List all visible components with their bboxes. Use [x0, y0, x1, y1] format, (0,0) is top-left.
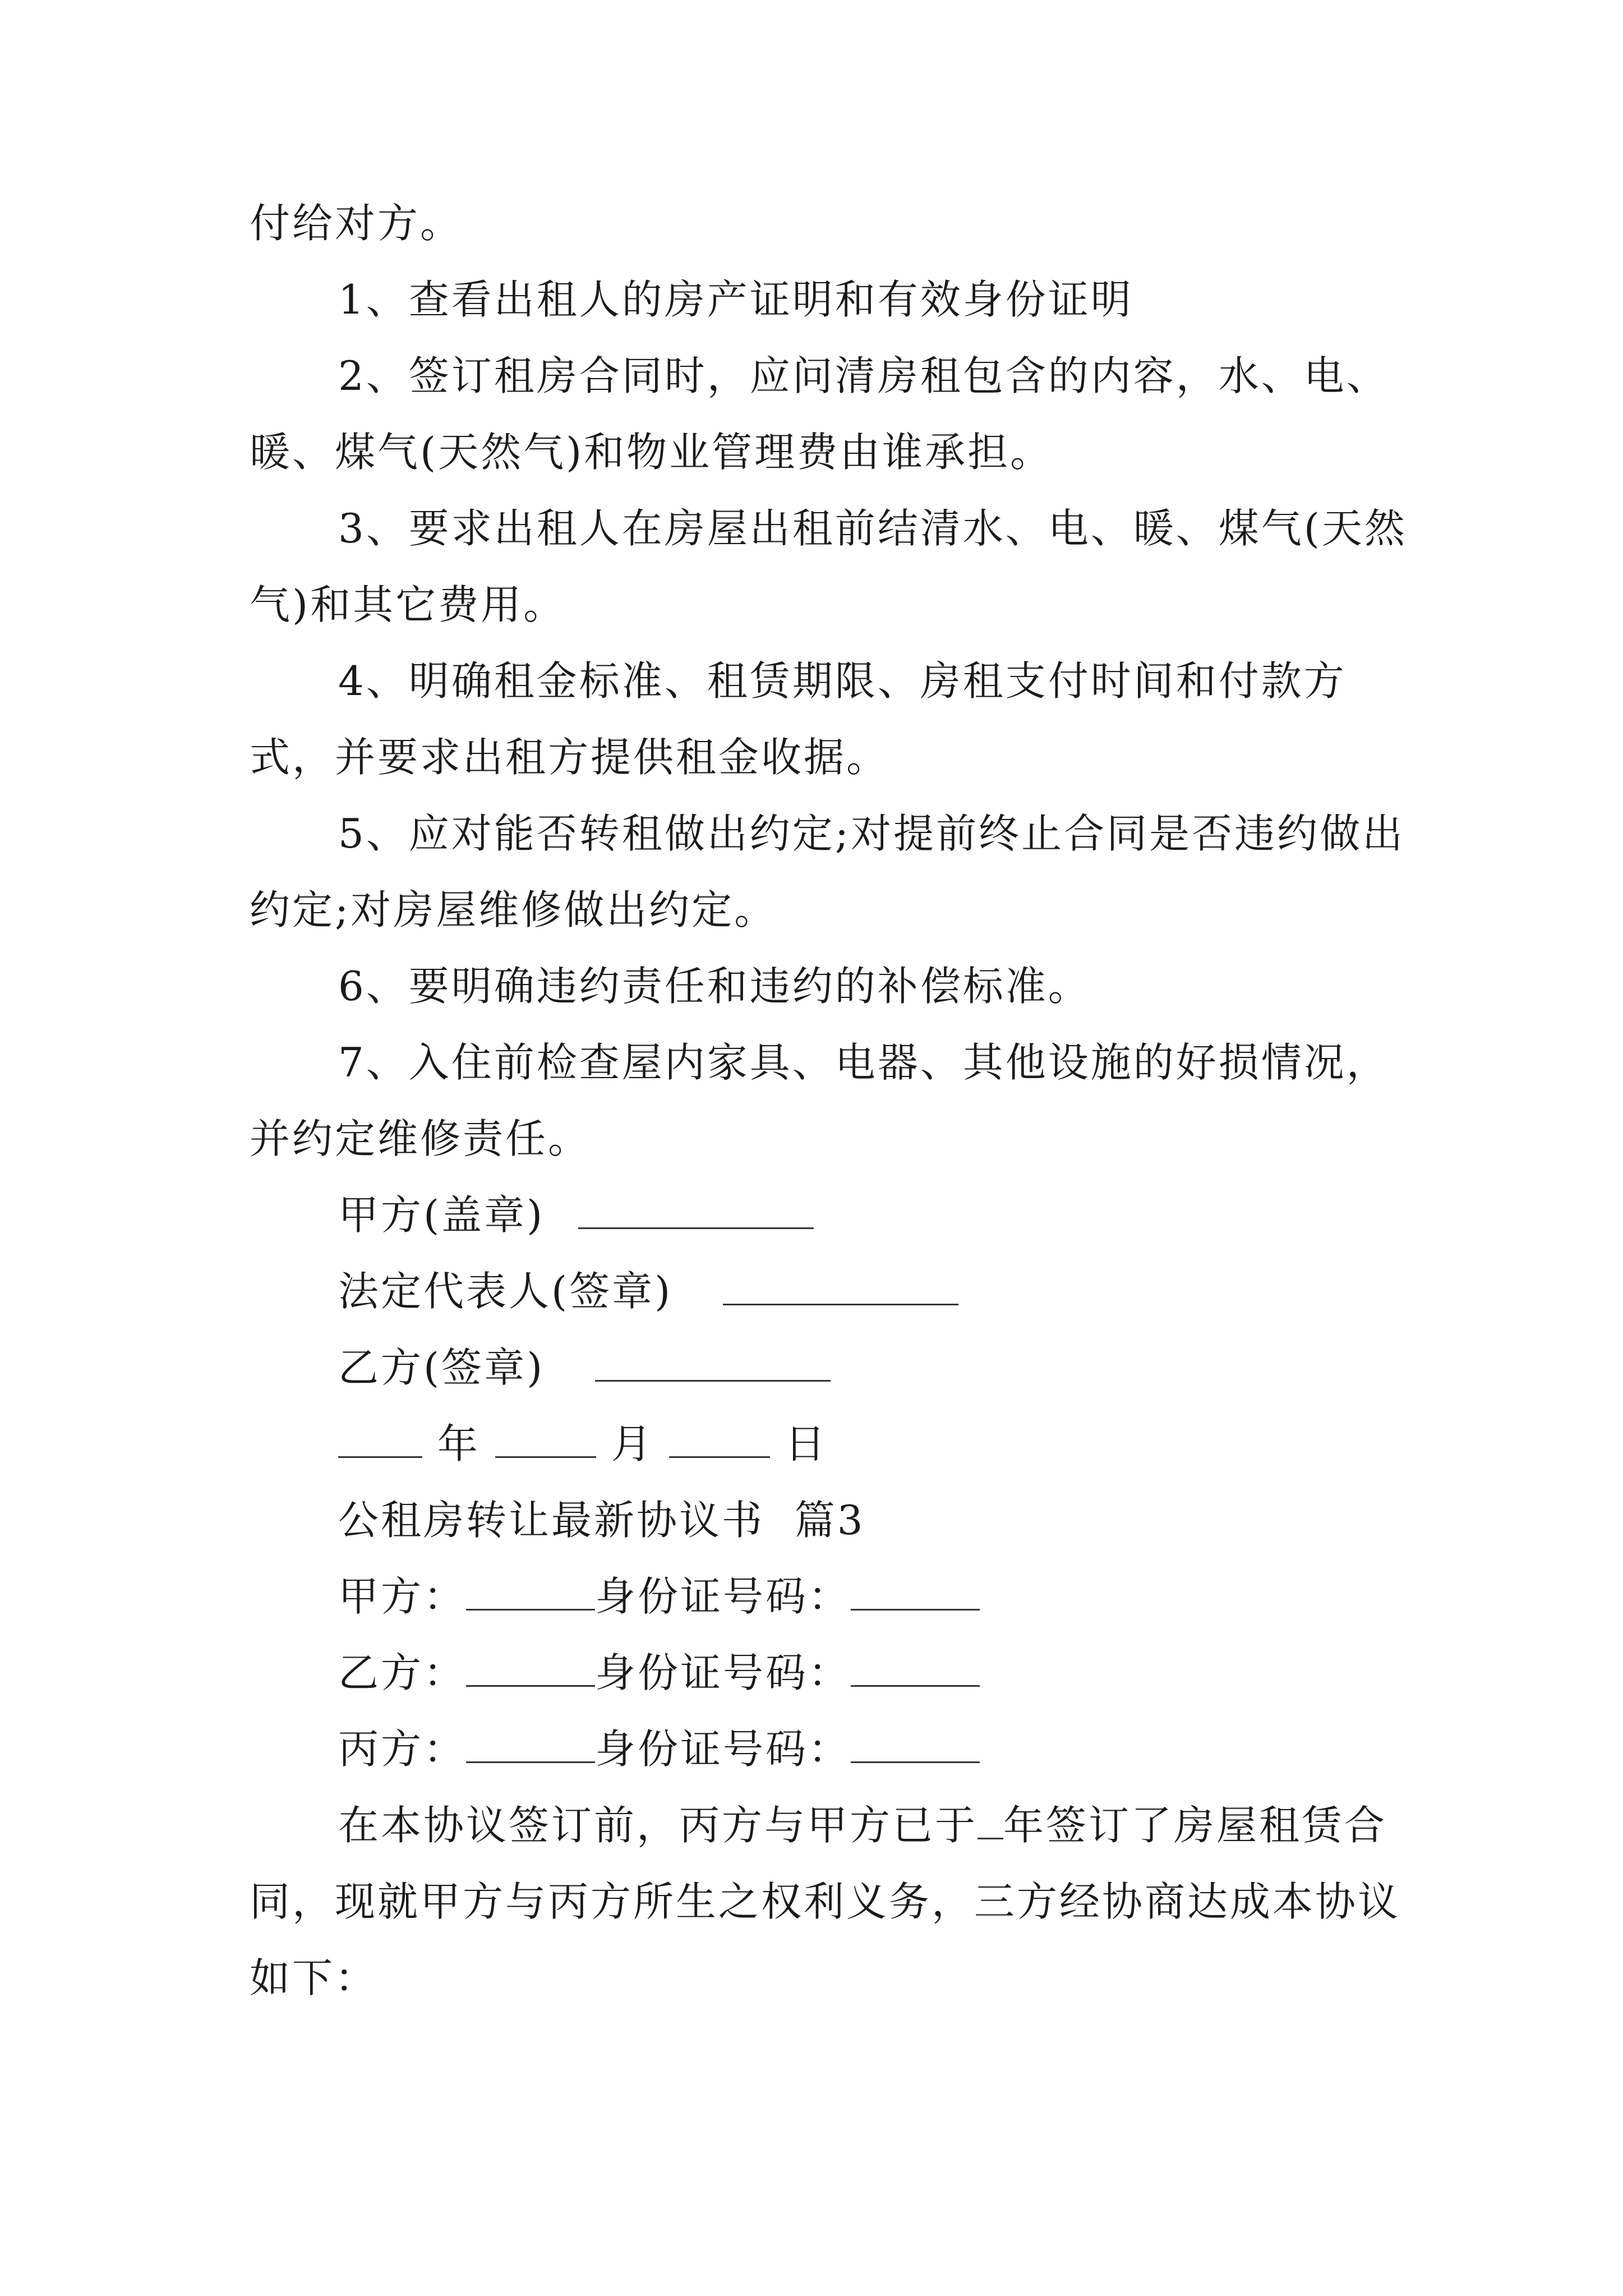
agreement-year-blank — [978, 1802, 1003, 1839]
list-item-1: 1、查看出租人的房产证明和有效身份证明 — [338, 276, 1133, 323]
party-a-row — [250, 1558, 1416, 1635]
list-item-3: 3、要求出租人在房屋出租前结清水、电、暖、煤气(天然气)和其它费用。 — [250, 505, 1407, 628]
party-c-id-blank — [851, 1726, 980, 1763]
signature-party-b — [250, 1329, 1416, 1406]
signature-party-a-label: 甲方(盖章) — [338, 1191, 545, 1239]
date-month-label: 月 — [611, 1420, 654, 1467]
signature-party-b-blank — [595, 1344, 831, 1382]
agreement-intro-before: 在本协议签订前，丙方与甲方已于 — [338, 1802, 978, 1849]
party-c-id-label: 身份证号码： — [595, 1726, 851, 1773]
document-body — [250, 185, 1416, 2016]
party-b-label: 乙方： — [338, 1649, 467, 1696]
date-month-blank — [495, 1420, 596, 1458]
list-item-5: 5、应对能否转租做出约定;对提前终止合同是否违约做出约定;对房屋维修做出约定。 — [250, 810, 1405, 933]
party-a-id-blank — [851, 1573, 980, 1611]
party-a-name-blank — [466, 1573, 595, 1611]
party-b-name-blank — [466, 1649, 595, 1687]
list-item-6: 6、要明确违约责任和违约的补偿标准。 — [338, 963, 1091, 1010]
signature-legal-rep-label: 法定代表人(签章) — [338, 1268, 673, 1315]
party-b-id-blank — [851, 1649, 980, 1687]
date-line — [250, 1406, 1416, 1482]
party-a-id-label: 身份证号码： — [595, 1573, 851, 1620]
list-item-4: 4、明确租金标准、租赁期限、房租支付时间和付款方式，并要求出租方提供租金收据。 — [250, 657, 1347, 781]
agreement-intro-after: 年签订了房屋租赁合同，现就甲方与丙方所生之权利义务，三方经协商达成本协议如下： — [250, 1802, 1401, 2001]
opening-fragment: 付给对方。 — [250, 200, 463, 247]
list-item-7: 7、入住前检查屋内家具、电器、其他设施的好损情况，并约定维修责任。 — [250, 1039, 1389, 1162]
section-title: 公租房转让最新协议书 篇3 — [338, 1497, 865, 1544]
signature-party-a — [250, 1177, 1416, 1253]
party-b-id-label: 身份证号码： — [595, 1649, 851, 1696]
date-day-label: 日 — [785, 1420, 828, 1467]
list-item-2: 2、签订租房合同时，应问清房租包含的内容，水、电、暖、煤气(天然气)和物业管理费由谁承担。 — [250, 352, 1389, 476]
party-b-row — [250, 1635, 1416, 1711]
signature-legal-rep — [250, 1253, 1416, 1329]
party-c-name-blank — [466, 1726, 595, 1763]
agreement-intro — [250, 1787, 1416, 2016]
date-day-blank — [669, 1420, 770, 1458]
signature-party-a-blank — [578, 1191, 814, 1229]
date-year-label: 年 — [437, 1420, 480, 1467]
party-c-label: 丙方： — [338, 1726, 467, 1773]
date-year-blank — [338, 1420, 422, 1458]
party-c-row — [250, 1711, 1416, 1787]
signature-legal-rep-blank — [723, 1268, 958, 1305]
party-a-label: 甲方： — [338, 1573, 467, 1620]
signature-party-b-label: 乙方(签章) — [338, 1344, 545, 1391]
